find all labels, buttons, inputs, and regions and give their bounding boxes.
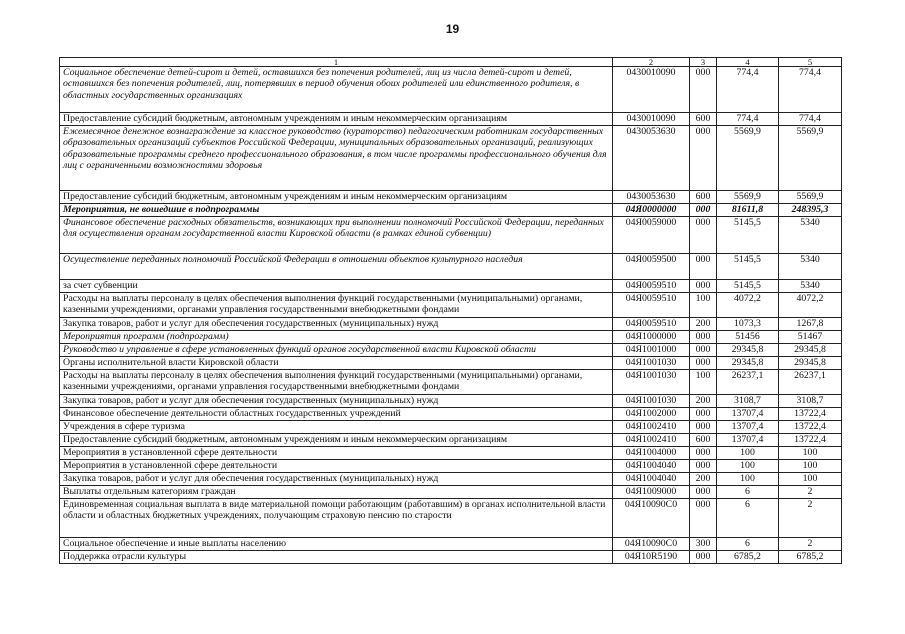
row-code-cell: 04Я1001000 <box>613 344 690 357</box>
table-row <box>60 126 842 191</box>
row-value-1-cell: 5145,5 <box>717 217 779 254</box>
row-name-cell: Закупка товаров, работ и услуг для обеспечения государственных (муниципальных) нужд <box>60 473 613 486</box>
row-type-cell: 000 <box>690 67 717 113</box>
row-name-cell: Осуществление переданных полномочий Российской Федерации в отношении объектов культурного наследия <box>60 254 613 280</box>
row-type-cell: 000 <box>690 357 717 370</box>
row-value-1-cell: 6785,2 <box>717 551 779 564</box>
row-value-1-cell: 13707,4 <box>717 408 779 421</box>
row-value-2-cell: 29345,8 <box>779 357 842 370</box>
row-type-cell: 600 <box>690 113 717 126</box>
table-header-row <box>60 58 842 67</box>
row-value-2-cell: 2 <box>779 499 842 538</box>
row-value-2-cell: 13722,4 <box>779 421 842 434</box>
row-type-cell: 000 <box>690 344 717 357</box>
table-row <box>60 280 842 293</box>
row-value-2-cell: 6785,2 <box>779 551 842 564</box>
row-value-1-cell: 100 <box>717 447 779 460</box>
row-name-cell: Закупка товаров, работ и услуг для обеспечения государственных (муниципальных) нужд <box>60 318 613 331</box>
row-type-cell: 100 <box>690 293 717 318</box>
row-code-cell: 0430053630 <box>613 126 690 191</box>
table-row <box>60 344 842 357</box>
row-type-cell: 000 <box>690 204 717 217</box>
table-row <box>60 408 842 421</box>
row-value-2-cell: 100 <box>779 460 842 473</box>
row-value-1-cell: 13707,4 <box>717 421 779 434</box>
row-value-1-cell: 5145,5 <box>717 254 779 280</box>
row-code-cell: 04Я0059510 <box>613 318 690 331</box>
table-row <box>60 421 842 434</box>
row-code-cell: 04Я1004040 <box>613 473 690 486</box>
row-type-cell: 000 <box>690 486 717 499</box>
column-header-value-2: 5 <box>779 58 842 67</box>
row-type-cell: 300 <box>690 538 717 551</box>
column-header-value-1: 4 <box>717 58 779 67</box>
table-row <box>60 204 842 217</box>
column-header-name: 1 <box>60 58 613 67</box>
row-code-cell: 04Я10090С0 <box>613 499 690 538</box>
row-value-2-cell: 100 <box>779 473 842 486</box>
row-name-cell: Социальное обеспечение детей-сирот и детей, оставшихся без попечения родителей, лиц из числа детей-сирот и детей, оставшихся без попечения родителей, лиц, потерявших в период обучения обоих родителей или единственного родителя, в областных государственных организациях <box>60 67 613 113</box>
row-value-2-cell: 13722,4 <box>779 408 842 421</box>
row-value-2-cell: 100 <box>779 447 842 460</box>
row-type-cell: 000 <box>690 254 717 280</box>
table-row <box>60 254 842 280</box>
row-value-2-cell: 248395,3 <box>779 204 842 217</box>
row-value-1-cell: 5145,5 <box>717 280 779 293</box>
row-value-2-cell: 51467 <box>779 331 842 344</box>
table-row <box>60 499 842 538</box>
page-number: 19 <box>445 22 460 36</box>
row-type-cell: 000 <box>690 421 717 434</box>
row-code-cell: 04Я1001030 <box>613 357 690 370</box>
table-row <box>60 434 842 447</box>
row-value-1-cell: 774,4 <box>717 67 779 113</box>
table-row <box>60 447 842 460</box>
row-type-cell: 000 <box>690 126 717 191</box>
row-type-cell: 000 <box>690 551 717 564</box>
row-type-cell: 000 <box>690 499 717 538</box>
row-value-1-cell: 26237,1 <box>717 370 779 395</box>
row-value-1-cell: 6 <box>717 538 779 551</box>
row-type-cell: 200 <box>690 473 717 486</box>
row-name-cell: Мероприятия в установленной сфере деятельности <box>60 460 613 473</box>
row-name-cell: Финансовое обеспечение расходных обязательств, возникающих при выполнении полномочий Российской Федерации, переданных для осуществления органам государственной власти Кировской области (в рамках единой субвенции) <box>60 217 613 254</box>
row-code-cell: 0430053630 <box>613 191 690 204</box>
row-code-cell: 04Я1002000 <box>613 408 690 421</box>
row-value-2-cell: 13722,4 <box>779 434 842 447</box>
row-value-2-cell: 1267,8 <box>779 318 842 331</box>
row-value-2-cell: 774,4 <box>779 67 842 113</box>
row-type-cell: 600 <box>690 191 717 204</box>
row-value-2-cell: 2 <box>779 538 842 551</box>
table-row <box>60 486 842 499</box>
row-value-1-cell: 6 <box>717 486 779 499</box>
row-code-cell: 04Я0000000 <box>613 204 690 217</box>
row-value-1-cell: 81611,8 <box>717 204 779 217</box>
row-name-cell: Финансовое обеспечение деятельности областных государственных учреждений <box>60 408 613 421</box>
row-value-1-cell: 3108,7 <box>717 395 779 408</box>
row-code-cell: 04Я10090С0 <box>613 538 690 551</box>
row-value-2-cell: 29345,8 <box>779 344 842 357</box>
table-row <box>60 191 842 204</box>
row-value-1-cell: 29345,8 <box>717 357 779 370</box>
table-row <box>60 357 842 370</box>
row-value-2-cell: 5569,9 <box>779 191 842 204</box>
row-value-1-cell: 6 <box>717 499 779 538</box>
row-code-cell: 04Я0059500 <box>613 254 690 280</box>
row-name-cell: Выплаты отдельным категориям граждан <box>60 486 613 499</box>
table-row <box>60 331 842 344</box>
row-value-1-cell: 1073,3 <box>717 318 779 331</box>
row-name-cell: Ежемесячное денежное вознаграждение за классное руководство (кураторство) педагогическим работникам государственных образовательных организаций субъектов Российской Федерации, муниципальных образовательных организаций, реализующих образовательные программы среднего профессионального образования, в том числе программы профессионального обучения для лиц с ограниченными возможностями здоровья <box>60 126 613 191</box>
row-type-cell: 000 <box>690 460 717 473</box>
column-header-code: 2 <box>613 58 690 67</box>
table-row <box>60 473 842 486</box>
row-code-cell: 04Я10R5190 <box>613 551 690 564</box>
table-row <box>60 113 842 126</box>
row-name-cell: Органы исполнительной власти Кировской области <box>60 357 613 370</box>
row-code-cell: 04Я0059510 <box>613 280 690 293</box>
table-row <box>60 551 842 564</box>
row-value-1-cell: 5569,9 <box>717 126 779 191</box>
row-name-cell: Поддержка отрасли культуры <box>60 551 613 564</box>
row-value-2-cell: 774,4 <box>779 113 842 126</box>
row-type-cell: 000 <box>690 280 717 293</box>
row-value-1-cell: 5569,9 <box>717 191 779 204</box>
row-code-cell: 04Я1004000 <box>613 447 690 460</box>
row-value-2-cell: 5340 <box>779 254 842 280</box>
row-value-2-cell: 5340 <box>779 217 842 254</box>
row-code-cell: 04Я1002410 <box>613 434 690 447</box>
row-type-cell: 200 <box>690 318 717 331</box>
table-row <box>60 370 842 395</box>
row-type-cell: 600 <box>690 434 717 447</box>
row-name-cell: Мероприятия программ (подпрограмм) <box>60 331 613 344</box>
column-header-type: 3 <box>690 58 717 67</box>
row-code-cell: 04Я1001030 <box>613 370 690 395</box>
row-name-cell: Предоставление субсидий бюджетным, автономным учреждениям и иным некоммерческим организациям <box>60 434 613 447</box>
budget-table <box>59 57 842 564</box>
row-code-cell: 04Я1009000 <box>613 486 690 499</box>
row-code-cell: 04Я1001030 <box>613 395 690 408</box>
table-row <box>60 460 842 473</box>
row-name-cell: Социальное обеспечение и иные выплаты населению <box>60 538 613 551</box>
row-code-cell: 04Я0059000 <box>613 217 690 254</box>
row-value-1-cell: 774,4 <box>717 113 779 126</box>
row-type-cell: 000 <box>690 331 717 344</box>
row-value-2-cell: 4072,2 <box>779 293 842 318</box>
table-row <box>60 293 842 318</box>
row-value-1-cell: 29345,8 <box>717 344 779 357</box>
table-row <box>60 67 842 113</box>
row-value-1-cell: 100 <box>717 473 779 486</box>
row-value-2-cell: 3108,7 <box>779 395 842 408</box>
row-code-cell: 0430010090 <box>613 67 690 113</box>
row-type-cell: 000 <box>690 217 717 254</box>
row-value-1-cell: 13707,4 <box>717 434 779 447</box>
row-name-cell: Учреждения в сфере туризма <box>60 421 613 434</box>
row-value-2-cell: 2 <box>779 486 842 499</box>
table-row <box>60 538 842 551</box>
row-name-cell: Единовременная социальная выплата в виде материальной помощи работающим (работавшим) в органах исполнительной власти области и областных бюджетных учреждениях, получающим страховую пенсию по старости <box>60 499 613 538</box>
table-row <box>60 395 842 408</box>
table-row <box>60 318 842 331</box>
row-name-cell: Мероприятия, не вошедшие в подпрограммы <box>60 204 613 217</box>
table-body <box>60 67 842 564</box>
row-name-cell: Руководство и управление в сфере установленных функций органов государственной власти Кировской области <box>60 344 613 357</box>
row-value-1-cell: 100 <box>717 460 779 473</box>
row-value-1-cell: 4072,2 <box>717 293 779 318</box>
row-name-cell: Предоставление субсидий бюджетным, автономным учреждениям и иным некоммерческим организациям <box>60 191 613 204</box>
row-type-cell: 100 <box>690 370 717 395</box>
row-name-cell: Закупка товаров, работ и услуг для обеспечения государственных (муниципальных) нужд <box>60 395 613 408</box>
row-value-2-cell: 5569,9 <box>779 126 842 191</box>
row-value-1-cell: 51456 <box>717 331 779 344</box>
row-name-cell: Расходы на выплаты персоналу в целях обеспечения выполнения функций государственными (муниципальными) органами, казенными учреждениями, органами управления государственными внебюджетными фондами <box>60 293 613 318</box>
row-type-cell: 000 <box>690 408 717 421</box>
row-code-cell: 04Я1004040 <box>613 460 690 473</box>
row-type-cell: 200 <box>690 395 717 408</box>
row-name-cell: за счет субвенции <box>60 280 613 293</box>
row-code-cell: 0430010090 <box>613 113 690 126</box>
table-row <box>60 217 842 254</box>
row-name-cell: Предоставление субсидий бюджетным, автономным учреждениям и иным некоммерческим организациям <box>60 113 613 126</box>
row-code-cell: 04Я1002410 <box>613 421 690 434</box>
row-code-cell: 04Я1000000 <box>613 331 690 344</box>
row-name-cell: Мероприятия в установленной сфере деятельности <box>60 447 613 460</box>
row-name-cell: Расходы на выплаты персоналу в целях обеспечения выполнения функций государственными (муниципальными) органами, казенными учреждениями, органами управления государственными внебюджетными фондами <box>60 370 613 395</box>
row-value-2-cell: 5340 <box>779 280 842 293</box>
row-code-cell: 04Я0059510 <box>613 293 690 318</box>
row-value-2-cell: 26237,1 <box>779 370 842 395</box>
row-type-cell: 000 <box>690 447 717 460</box>
